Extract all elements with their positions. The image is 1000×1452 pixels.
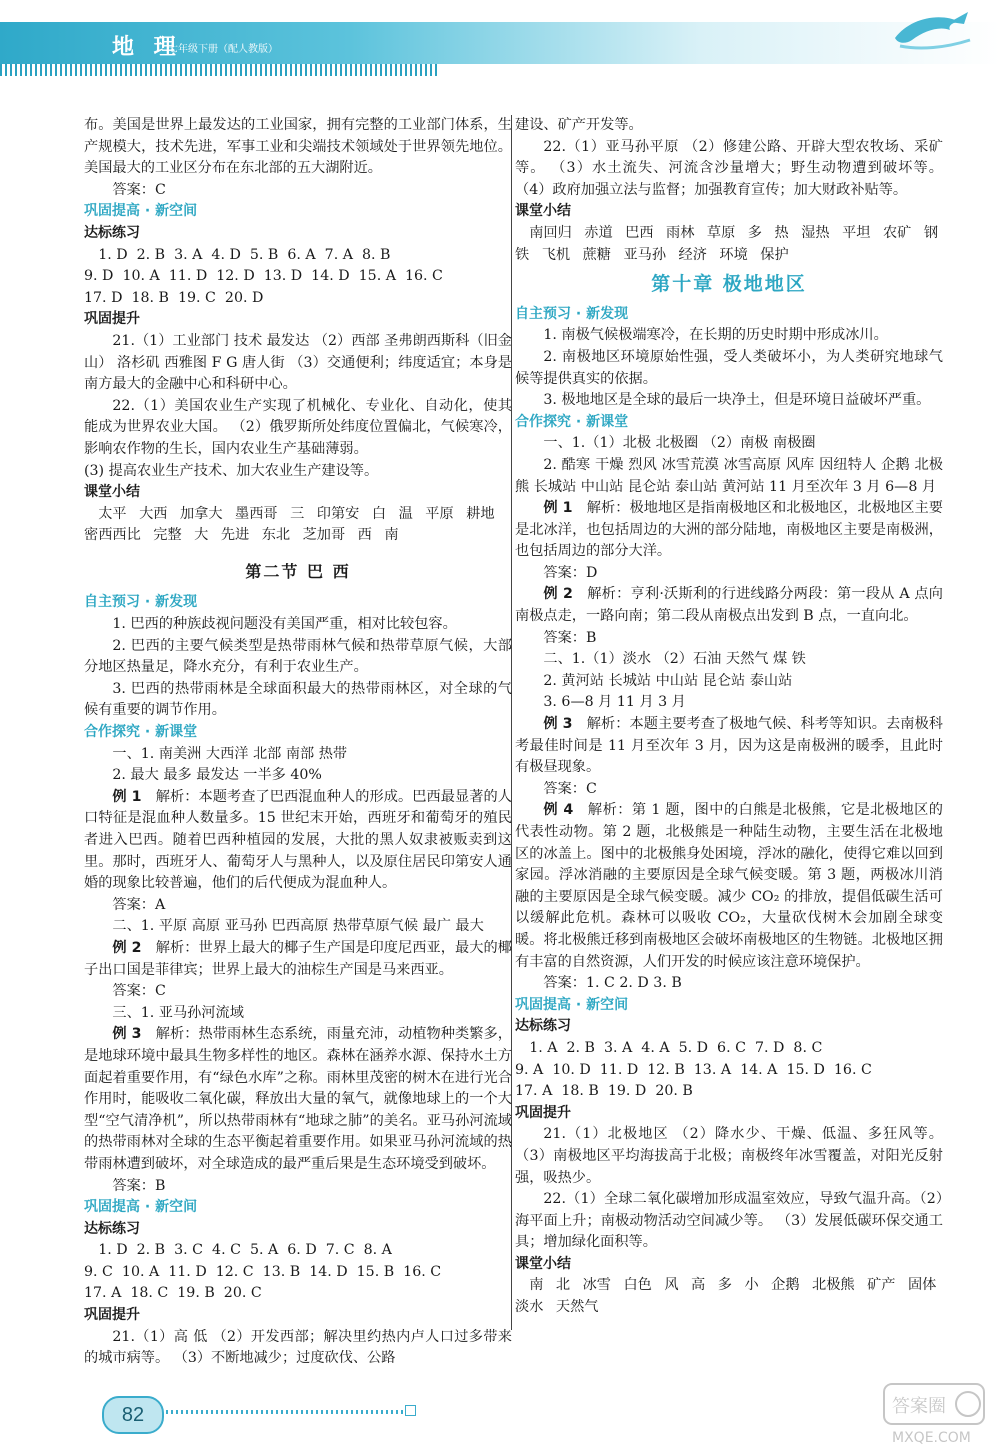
example-text: 解析：亨利·沃斯利的行进线路分两段：第一段从 A 点向南极点走，一路向南；第二段从南极点出发到 B 点，一直向北。 bbox=[515, 586, 943, 625]
subsection-heading: 课堂小结 bbox=[84, 484, 140, 501]
exercise-item: 二、1.（1）淡水 （2）石油 天然气 煤 铁 bbox=[543, 651, 806, 668]
question-answer: 22.（1）美国农业生产实现了机械化、专业化、自动化，使其能成为世界农业大国。 （2）俄罗斯所处纬度位置偏北，气候寒冷，影响农作物的生长，国内农业生产基础薄弱。 bbox=[84, 397, 512, 457]
preview-item: 2. 南极地区环境原始性强，受人类破坏小，为人类研究地球气候等提供真实的依据。 bbox=[515, 348, 943, 387]
answer-row: 9. C 10. A 11. D 12. C 13. B 14. D 15. B 16. C bbox=[84, 1263, 442, 1280]
example-analysis bbox=[515, 584, 943, 627]
example-text: 解析：本题主要考查了极地气候、科考等知识。去南极科考最佳时间是 11 月至次年 3 月，因为这是南极洲的暖季，且此时有极昼现象。 bbox=[515, 716, 943, 776]
question-answer: 21.（1）北极地区 （2）降水少、干燥、低温、多狂风等。 （3）南极地区平均海拔高于北极；南极终年冰雪覆盖，对阳光反射强，吸热少。 bbox=[515, 1126, 943, 1186]
preview-item: 2. 巴西的主要气候类型是热带雨林气候和热带草原气候，大部分地区热量足，降水充分，有利于农业生产。 bbox=[84, 637, 512, 676]
page-number: 82 bbox=[102, 1396, 164, 1434]
subject-title: 地 理 bbox=[112, 35, 182, 60]
answer: 答案：C bbox=[112, 983, 166, 1000]
subsection-heading: 达标练习 bbox=[515, 1018, 571, 1035]
grade-subtitle: 七年级下册（配人教版） bbox=[168, 44, 278, 55]
exercise-item: 三、1. 亚马孙河流域 bbox=[112, 1004, 244, 1021]
section-heading: 合作探究 · 新课堂 bbox=[84, 724, 198, 741]
answer-row: 1. A 2. B 3. A 4. A 5. D 6. C 7. D 8. C bbox=[529, 1039, 823, 1056]
answer: 答案：D bbox=[543, 564, 598, 581]
continued-paragraph: 布。美国是世界上最发达的工业国家，拥有完整的工业部门体系，生产规模大，技术先进，军事工业和尖端技术领域处于世界领先地位。美国最大的工业区分布在东北部的五大湖附近。 bbox=[84, 117, 512, 177]
section-heading: 合作探究 · 新课堂 bbox=[515, 413, 629, 430]
example-analysis bbox=[515, 498, 943, 563]
answer-row: 17. A 18. B 19. D 20. B bbox=[515, 1083, 693, 1100]
section-heading: 巩固提高 · 新空间 bbox=[84, 203, 198, 220]
summary-words: 太平 大西 加拿大 墨西哥 三 印第安 白 温 平原 耕地 密西西比 完整 大 先进 东北 芝加哥 西 南 bbox=[84, 505, 495, 544]
example-analysis bbox=[84, 1024, 512, 1175]
preview-item: 1. 巴西的种族歧视问题没有美国严重，相对比较包容。 bbox=[112, 616, 457, 633]
section-heading: 自主预习 · 新发现 bbox=[515, 305, 629, 322]
answer: 答案：B bbox=[112, 1177, 166, 1194]
header-stripes bbox=[0, 64, 440, 76]
answer: 答案：1. C 2. D 3. B bbox=[543, 975, 682, 992]
exercise-item: 一、1.（1）北极 北极圈 （2）南极 南极圈 bbox=[543, 435, 816, 452]
preview-item: 1. 南极气候极端寒冷，在长期的历史时期中形成冰川。 bbox=[543, 327, 888, 344]
continued-paragraph: 建设、矿产开发等。 bbox=[515, 117, 643, 133]
subsection-heading: 巩固提升 bbox=[84, 1307, 140, 1324]
section-heading: 巩固提高 · 新空间 bbox=[515, 996, 629, 1013]
exercise-item: 一、1. 南美洲 大西洋 北部 南部 热带 bbox=[112, 745, 348, 762]
preview-item: 3. 极地地区是全球的最后一块净土，但是环境日益破坏严重。 bbox=[543, 392, 931, 409]
section-heading: 自主预习 · 新发现 bbox=[84, 594, 198, 611]
exercise-item: 2. 酷寒 干燥 烈风 冰雪荒漠 冰雪高原 风库 因纽特人 企鹅 北极熊 长城站 中山站 昆仑站 泰山站 黄河站 11 月至次年 3 月 6—8 月 bbox=[515, 456, 943, 495]
question-answer: 22.（1）亚马孙平原 （2）修建公路、开辟大型农牧场、采矿等。 （3）水土流失、河流含沙量增大；野生动物遭到破坏等。 （4）政府加强立法与监督；加强教育宣传；加大财政补贴等。 bbox=[515, 138, 943, 198]
chapter-title: 第十章 极地地区 bbox=[651, 273, 807, 296]
example-text: 解析：第 1 题，图中的白熊是北极熊，它是北极地区的代表性动物。第 2 题，北极熊是一种陆生动物，主要生活在北极地区的冰盖上。图中的北极熊身处困境，浮冰的融化，使得它难以回到家园。浮冰消融的主要原因是全球气候变暖。第 3 题，两极冰川消融的主要原因是全球气候变暖。减少 CO₂ 的排放，提倡低碳生活可以缓解此危机。森林可以吸收 CO₂，大量砍伐树木会加剧全球变暖。将北极熊迁移到南极地区会破坏南极地区的生物链。北极地区拥有丰富的自然资源，人们开发的时候应该注意环境保护。 bbox=[515, 802, 943, 970]
answer-row: 9. D 10. A 11. D 12. D 13. D 14. D 15. A 16. C bbox=[84, 268, 443, 285]
svg-text:答案圈: 答案圈 bbox=[892, 1396, 946, 1417]
answer-row: 17. A 18. C 19. B 20. C bbox=[84, 1285, 262, 1302]
question-answer: (3) 提高农业生产技术、加大农业生产建设等。 bbox=[84, 462, 379, 479]
answer-row: 1. D 2. B 3. A 4. D 5. B 6. A 7. A 8. B bbox=[98, 246, 391, 263]
page-header bbox=[0, 0, 1000, 80]
example-analysis bbox=[515, 714, 943, 779]
example-analysis bbox=[84, 938, 512, 981]
answer: 答案：C bbox=[543, 780, 597, 797]
section-title: 第二节 巴 西 bbox=[245, 561, 351, 581]
subsection-heading: 课堂小结 bbox=[515, 1255, 571, 1272]
exercise-item: 二、1. 平原 高原 亚马孙 巴西高原 热带草原气候 最广 最大 bbox=[112, 918, 484, 935]
example-text: 解析：热带雨林生态系统，雨量充沛，动植物种类繁多，是地球环境中最具生物多样性的地区。森林在涵养水源、保持水土方面起着重要作用，有“绿色水库”之称。雨林里茂密的树木在进行光合作用时，能吸收二氧化碳，释放出大量的氧气，就像地球上的一个大型“空气清净机”，所以热带雨林有“地球之肺”的美名。亚马孙河流域的热带雨林对全球的生态平衡起着重要作用。如果亚马孙河流域的热带雨林遭到破坏，对全球造成的最严重后果是生态环境受到破坏。 bbox=[84, 1026, 512, 1172]
answer: 答案：B bbox=[543, 629, 597, 646]
footer-dotted-line bbox=[166, 1410, 406, 1414]
example-label: 例 1 bbox=[543, 500, 573, 517]
exercise-item: 2. 黄河站 长城站 中山站 昆仑站 泰山站 bbox=[543, 672, 793, 689]
left-column bbox=[84, 115, 512, 1370]
footer-square-icon bbox=[405, 1405, 416, 1416]
example-analysis bbox=[515, 800, 943, 973]
example-label: 例 3 bbox=[112, 1026, 142, 1043]
question-answer: 21.（1）工业部门 技术 最发达 （2）西部 圣弗朗西斯科（旧金山） 洛杉矶 西雅图 F G 唐人街 （3）交通便利；纬度适宜；本身是南方最大的金融中心和科研中心。 bbox=[84, 332, 512, 393]
example-label: 例 4 bbox=[543, 802, 574, 819]
exercise-item: 3. 6—8 月 11 月 3 月 bbox=[543, 694, 686, 711]
answer-row: 17. D 18. B 19. C 20. D bbox=[84, 289, 264, 306]
answer: 答案：C bbox=[112, 181, 166, 198]
summary-words: 南 北 冰雪 白色 风 高 多 小 企鹅 北极熊 矿产 固体淡水 天然气 bbox=[515, 1277, 937, 1316]
example-label: 例 1 bbox=[112, 788, 142, 805]
example-label: 例 3 bbox=[543, 716, 573, 733]
answer: 答案：A bbox=[112, 896, 166, 913]
right-column bbox=[515, 115, 943, 1319]
section-heading: 巩固提高 · 新空间 bbox=[84, 1199, 198, 1216]
subsection-heading: 达标练习 bbox=[84, 1220, 140, 1237]
svg-text:MXQE.COM: MXQE.COM bbox=[892, 1430, 971, 1446]
example-text: 解析：本题考查了巴西混血种人的形成。巴西最显著的人口特征是混血种人数量多。15 世纪末开始，西班牙和葡萄牙的殖民者进入巴西。随着巴西种植园的发展，大批的黑人奴隶被贩卖到这里。那时，西班牙人、葡萄牙人与黑种人，以及原住居民印第安人通婚的现象比较普遍，他们的后代便成为混血种人。 bbox=[84, 788, 512, 892]
subsection-heading: 课堂小结 bbox=[515, 203, 571, 220]
preview-item: 3. 巴西的热带雨林是全球面积最大的热带雨林区，对全球的气候有重要的调节作用。 bbox=[84, 680, 512, 719]
summary-words: 南回归 赤道 巴西 雨林 草原 多 热 湿热 平坦 农矿 钢铁 飞机 蔗糖 亚马孙 经济 环境 保护 bbox=[515, 224, 939, 263]
question-answer: 22.（1）全球二氧化碳增加形成温室效应，导致气温升高。（2）海平面上升；南极动物活动空间减少等。 （3）发展低碳环保交通工具；增加绿化面积等。 bbox=[515, 1191, 943, 1251]
watermark-logo-icon bbox=[880, 1378, 990, 1448]
subsection-heading: 巩固提升 bbox=[84, 311, 140, 328]
question-answer: 21.（1）高 低 （2）开发西部；解决里约热内卢人口过多带来的城市病等。 （3）不断地减少；过度砍伐、公路 bbox=[84, 1328, 512, 1367]
subsection-heading: 巩固提升 bbox=[515, 1104, 571, 1121]
example-analysis bbox=[84, 787, 512, 895]
dolphin-logo-icon bbox=[890, 8, 980, 52]
example-text: 解析：世界上最大的椰子生产国是印度尼西亚，最大的椰子出口国是菲律宾；世界上最大的油棕生产国是马来西亚。 bbox=[84, 939, 512, 978]
subsection-heading: 达标练习 bbox=[84, 224, 140, 241]
example-label: 例 2 bbox=[112, 939, 142, 956]
answer-row: 9. A 10. D 11. D 12. B 13. A 14. A 15. D 16. C bbox=[515, 1061, 872, 1078]
exercise-item: 2. 最大 最多 最发达 一半多 40% bbox=[112, 767, 322, 784]
answer-row: 1. D 2. B 3. C 4. C 5. A 6. D 7. C 8. A bbox=[98, 1242, 392, 1259]
example-text: 解析：极地地区是指南极地区和北极地区，北极地区主要是北冰洋，也包括周边的大洲的部分陆地，南极地区主要是南极洲，也包括周边的部分大洋。 bbox=[515, 500, 943, 560]
example-label: 例 2 bbox=[543, 586, 573, 603]
